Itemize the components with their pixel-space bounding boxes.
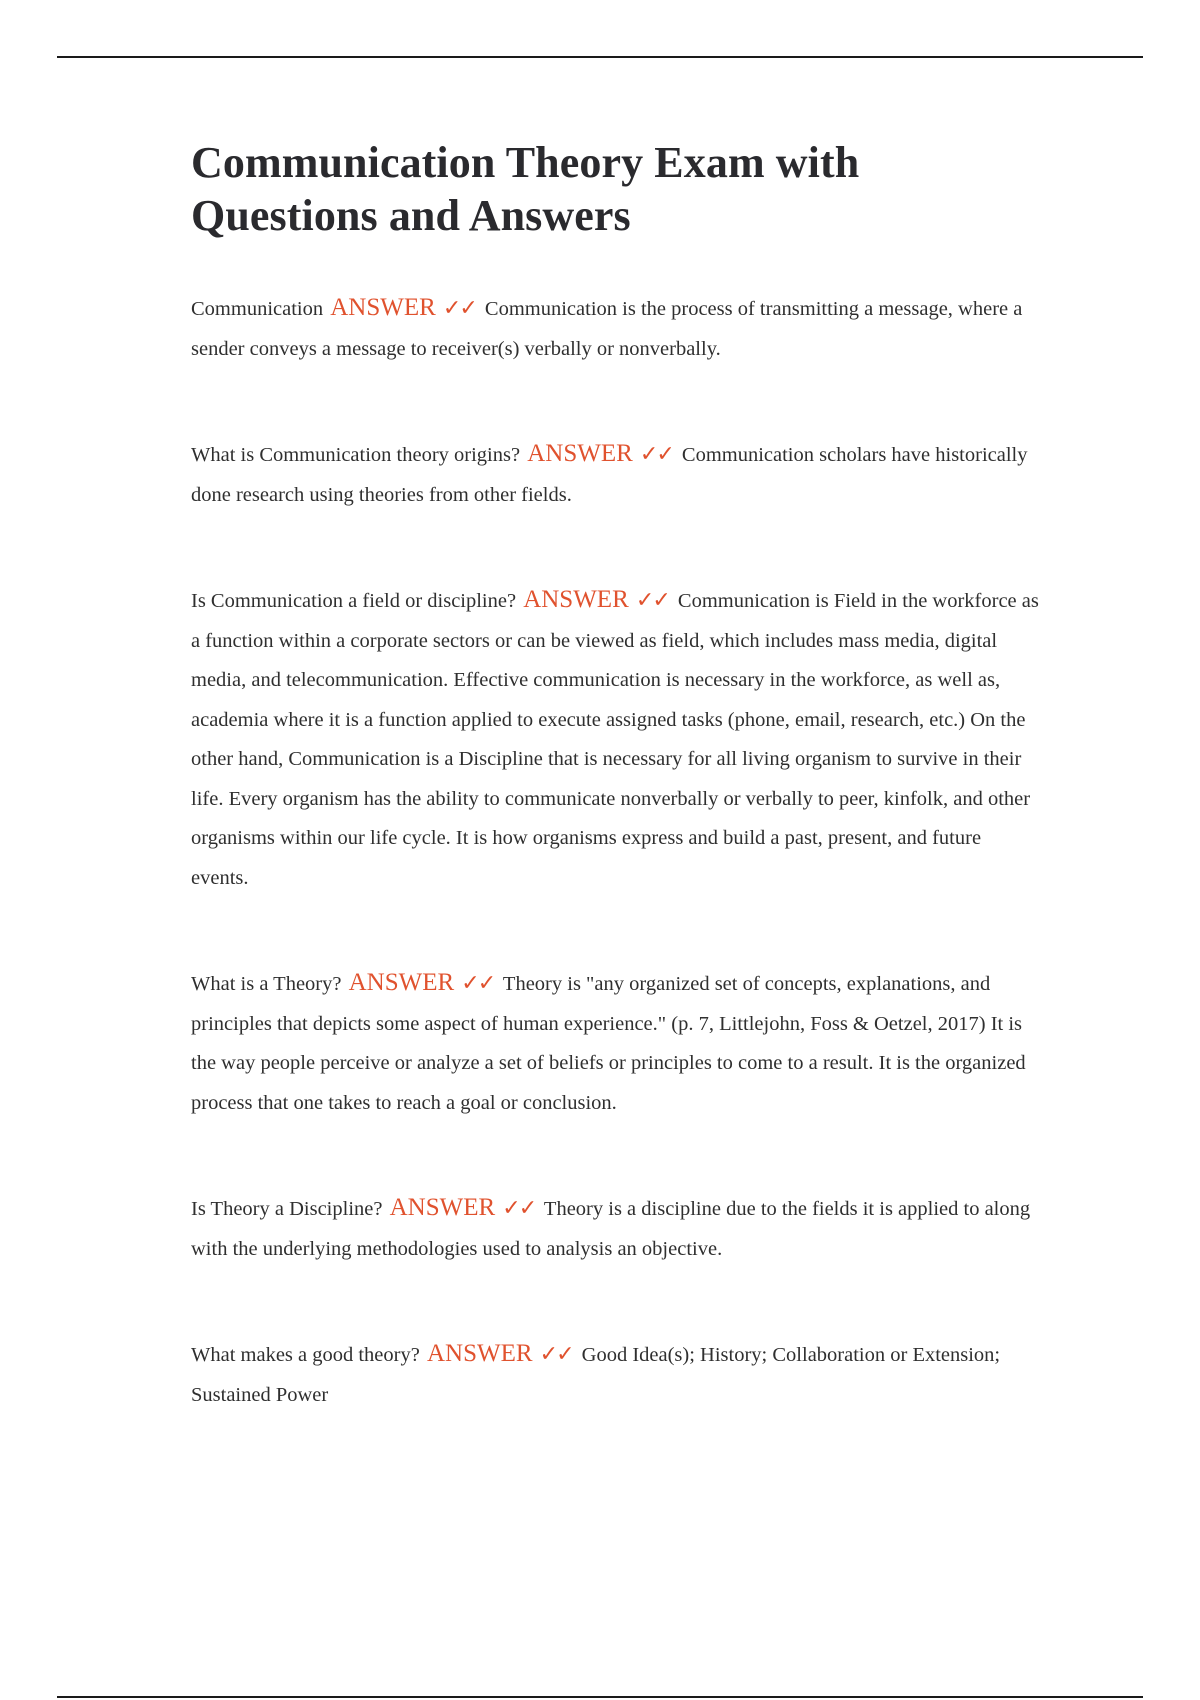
bottom-rule	[57, 1696, 1143, 1698]
answer-text: Communication scholars have historically done research using theories from other fields.	[191, 444, 1028, 506]
double-check-icon: ✓✓	[461, 971, 495, 996]
answer-text: Communication is Field in the workforce as a function within a corporate sectors or can be viewed as field, which includes mass media, digital media, and telecommunication. Effective communication is necessary in the workforce, as well as, academia where it is a function applied to execute assigned tasks (phone, email, research, etc.) On the other hand, Communication is a Discipline that is necessary for all living organism to survive in their life. Every organism has the ability to communicate nonverbally or verbally to peer, kinfolk, and other organisms within our life cycle. It is how organisms express and build a past, present, and future events.	[191, 590, 1039, 889]
qa-item	[191, 434, 1041, 515]
document-title: Communication Theory Exam with Questions and Answers	[191, 138, 860, 240]
qa-item	[191, 963, 1041, 1123]
answer-label: ANSWER	[330, 294, 436, 321]
answer-text: Theory is a discipline due to the fields it is applied to along with the underlying methodologies used to analysis an objective.	[191, 1198, 1031, 1260]
qa-item	[191, 1334, 1041, 1415]
double-check-icon: ✓✓	[635, 588, 669, 613]
answer-text: Communication is the process of transmitting a message, where a sender conveys a message to receiver(s) verbally or nonverbally.	[191, 298, 1023, 360]
answer-text: Good Idea(s); History; Collaboration or Extension; Sustained Power	[191, 1344, 1001, 1406]
answer-text: Theory is "any organized set of concepts, explanations, and principles that depicts some aspect of human experience." (p. 7, Littlejohn, Foss & Oetzel, 2017) It is the way people perceive or analyze a set of beliefs or principles to come to a result. It is the organized process that one takes to reach a goal or conclusion.	[191, 973, 1026, 1114]
qa-item	[191, 580, 1041, 898]
answer-label: ANSWER	[389, 1194, 496, 1221]
document-body	[191, 136, 1041, 1480]
top-rule	[57, 56, 1143, 58]
answer-label: ANSWER	[527, 440, 633, 467]
answer-label: ANSWER	[523, 586, 629, 613]
double-check-icon: ✓✓	[539, 1342, 573, 1367]
qa-item	[191, 288, 1041, 369]
question-text: Is Communication a field or discipline?	[191, 590, 517, 612]
question-text: What is a Theory?	[191, 973, 342, 995]
question-text: What makes a good theory?	[191, 1344, 420, 1366]
question-text: What is Communication theory origins?	[191, 444, 521, 466]
double-check-icon: ✓✓	[502, 1196, 536, 1221]
question-text: Is Theory a Discipline?	[191, 1198, 383, 1220]
double-check-icon: ✓✓	[442, 296, 476, 321]
double-check-icon: ✓✓	[639, 442, 673, 467]
answer-label: ANSWER	[348, 969, 455, 996]
question-text: Communication	[191, 298, 324, 320]
qa-item	[191, 1188, 1041, 1269]
answer-label: ANSWER	[426, 1340, 533, 1367]
